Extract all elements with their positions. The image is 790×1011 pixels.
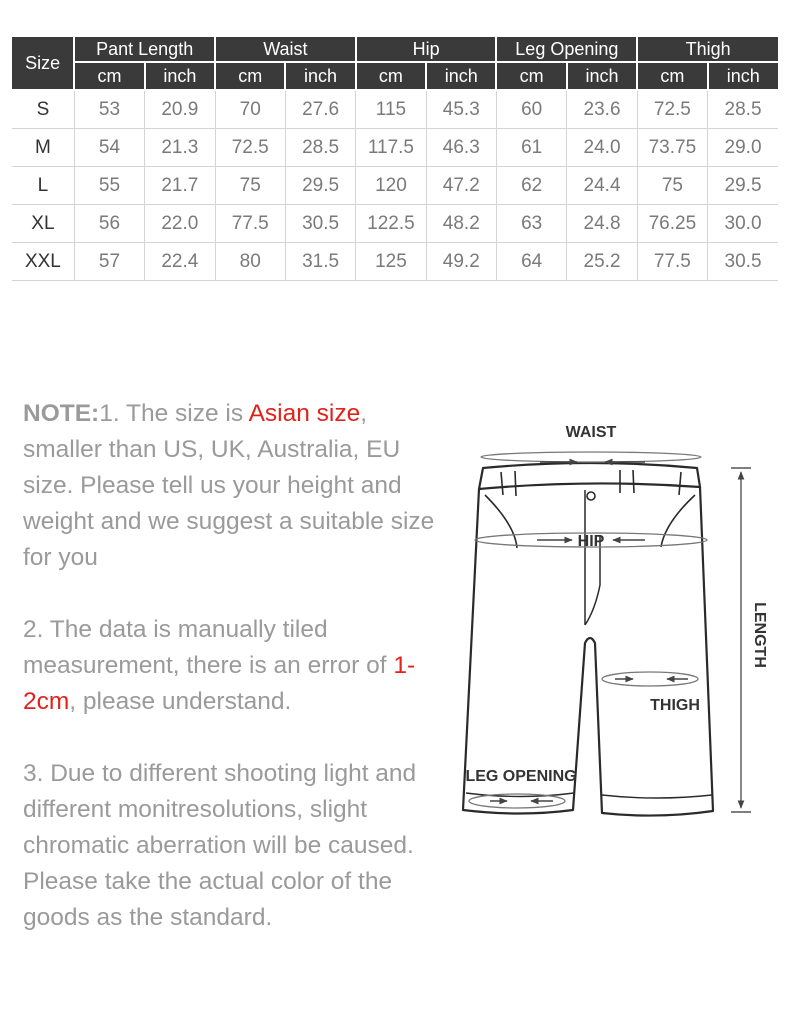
front-pocket-right <box>661 495 695 547</box>
unit-header: inch <box>708 62 778 90</box>
table-group-header-row <box>12 37 778 62</box>
hip-label: HIP <box>577 533 605 550</box>
table-cell: 30.0 <box>708 205 778 243</box>
table-body <box>12 90 778 281</box>
table-cell: 55 <box>74 167 144 205</box>
measure-group-header: Thigh <box>637 37 778 62</box>
table-cell: 77.5 <box>637 243 707 281</box>
unit-header: cm <box>215 62 285 90</box>
table-header <box>12 37 778 90</box>
table-cell: 48.2 <box>426 205 496 243</box>
length-label: LENGTH <box>751 602 768 668</box>
table-cell: 29.0 <box>708 129 778 167</box>
table-cell: 60 <box>496 90 566 129</box>
table-row <box>12 90 778 129</box>
measure-group-header: Pant Length <box>74 37 215 62</box>
size-cell: M <box>12 129 74 167</box>
table-cell: 72.5 <box>637 90 707 129</box>
unit-header: cm <box>356 62 426 90</box>
waist-measure-ellipse <box>481 452 701 462</box>
size-cell: XL <box>12 205 74 243</box>
table-cell: 24.4 <box>567 167 637 205</box>
table-cell: 25.2 <box>567 243 637 281</box>
table-cell: 53 <box>74 90 144 129</box>
table-cell: 49.2 <box>426 243 496 281</box>
size-table <box>12 37 778 281</box>
note-2-highlight: 1-2cm <box>23 652 416 715</box>
fly-stitch <box>585 490 600 625</box>
table-cell: 77.5 <box>215 205 285 243</box>
size-column-header: Size <box>12 37 74 90</box>
table-cell: 21.3 <box>145 129 215 167</box>
table-cell: 70 <box>215 90 285 129</box>
measurement-diagram <box>445 415 790 835</box>
note-2 <box>23 612 443 720</box>
table-cell: 24.8 <box>567 205 637 243</box>
measure-group-header: Leg Opening <box>496 37 637 62</box>
table-cell: 29.5 <box>708 167 778 205</box>
unit-header: inch <box>145 62 215 90</box>
table-unit-header-row <box>12 62 778 90</box>
table-cell: 56 <box>74 205 144 243</box>
table-cell: 46.3 <box>426 129 496 167</box>
measure-group-header: Hip <box>356 37 497 62</box>
unit-header: cm <box>74 62 144 90</box>
table-cell: 27.6 <box>285 90 355 129</box>
measure-group-header: Waist <box>215 37 356 62</box>
button-icon <box>587 492 595 500</box>
table-row <box>12 129 778 167</box>
unit-header: inch <box>285 62 355 90</box>
table-cell: 28.5 <box>285 129 355 167</box>
table-cell: 62 <box>496 167 566 205</box>
table-cell: 45.3 <box>426 90 496 129</box>
table-cell: 76.25 <box>637 205 707 243</box>
note-label: NOTE: <box>23 400 100 427</box>
note-1-suffix: , smaller than US, UK, Australia, EU size. Please tell us your height and weight and we suggest a suitable size for you <box>23 400 435 571</box>
shorts-illustration <box>463 463 713 816</box>
table-cell: 24.0 <box>567 129 637 167</box>
note-1 <box>23 396 443 576</box>
front-pocket-left <box>485 495 517 548</box>
table-cell: 30.5 <box>708 243 778 281</box>
table-cell: 30.5 <box>285 205 355 243</box>
table-row <box>12 167 778 205</box>
table-cell: 64 <box>496 243 566 281</box>
table-cell: 22.4 <box>145 243 215 281</box>
table-cell: 125 <box>356 243 426 281</box>
note-1-highlight: Asian size <box>248 400 361 427</box>
table-cell: 47.2 <box>426 167 496 205</box>
hem-right <box>602 795 712 798</box>
leg-opening-label: LEG OPENING <box>465 768 577 785</box>
table-cell: 29.5 <box>285 167 355 205</box>
table-cell: 20.9 <box>145 90 215 129</box>
table-cell: 22.0 <box>145 205 215 243</box>
table-cell: 117.5 <box>356 129 426 167</box>
table-row <box>12 243 778 281</box>
table-cell: 75 <box>215 167 285 205</box>
table-cell: 23.6 <box>567 90 637 129</box>
table-cell: 28.5 <box>708 90 778 129</box>
table-cell: 31.5 <box>285 243 355 281</box>
table-row <box>12 205 778 243</box>
table-cell: 73.75 <box>637 129 707 167</box>
unit-header: inch <box>567 62 637 90</box>
note-1-prefix: 1. The size is <box>99 400 249 427</box>
note-3: 3. Due to different shooting light and different monitresolutions, slight chromatic aberration will be caused. Please take the actual color of the goods as the standard. <box>23 760 417 931</box>
size-cell: L <box>12 167 74 205</box>
note-2-prefix: 2. The data is manually tiled measurement, there is an error of <box>23 616 394 679</box>
table-cell: 115 <box>356 90 426 129</box>
table-cell: 61 <box>496 129 566 167</box>
table-cell: 122.5 <box>356 205 426 243</box>
size-cell: XXL <box>12 243 74 281</box>
table-cell: 80 <box>215 243 285 281</box>
notes-section <box>23 396 443 972</box>
table-cell: 72.5 <box>215 129 285 167</box>
waistband-outline <box>479 463 700 489</box>
table-cell: 21.7 <box>145 167 215 205</box>
table-cell: 57 <box>74 243 144 281</box>
unit-header: cm <box>496 62 566 90</box>
table-cell: 54 <box>74 129 144 167</box>
table-cell: 75 <box>637 167 707 205</box>
table-cell: 120 <box>356 167 426 205</box>
waist-label: WAIST <box>565 424 617 441</box>
thigh-label: THIGH <box>650 697 700 714</box>
unit-header: cm <box>637 62 707 90</box>
size-cell: S <box>12 90 74 129</box>
table-cell: 63 <box>496 205 566 243</box>
unit-header: inch <box>426 62 496 90</box>
note-2-suffix: , please understand. <box>69 688 292 715</box>
